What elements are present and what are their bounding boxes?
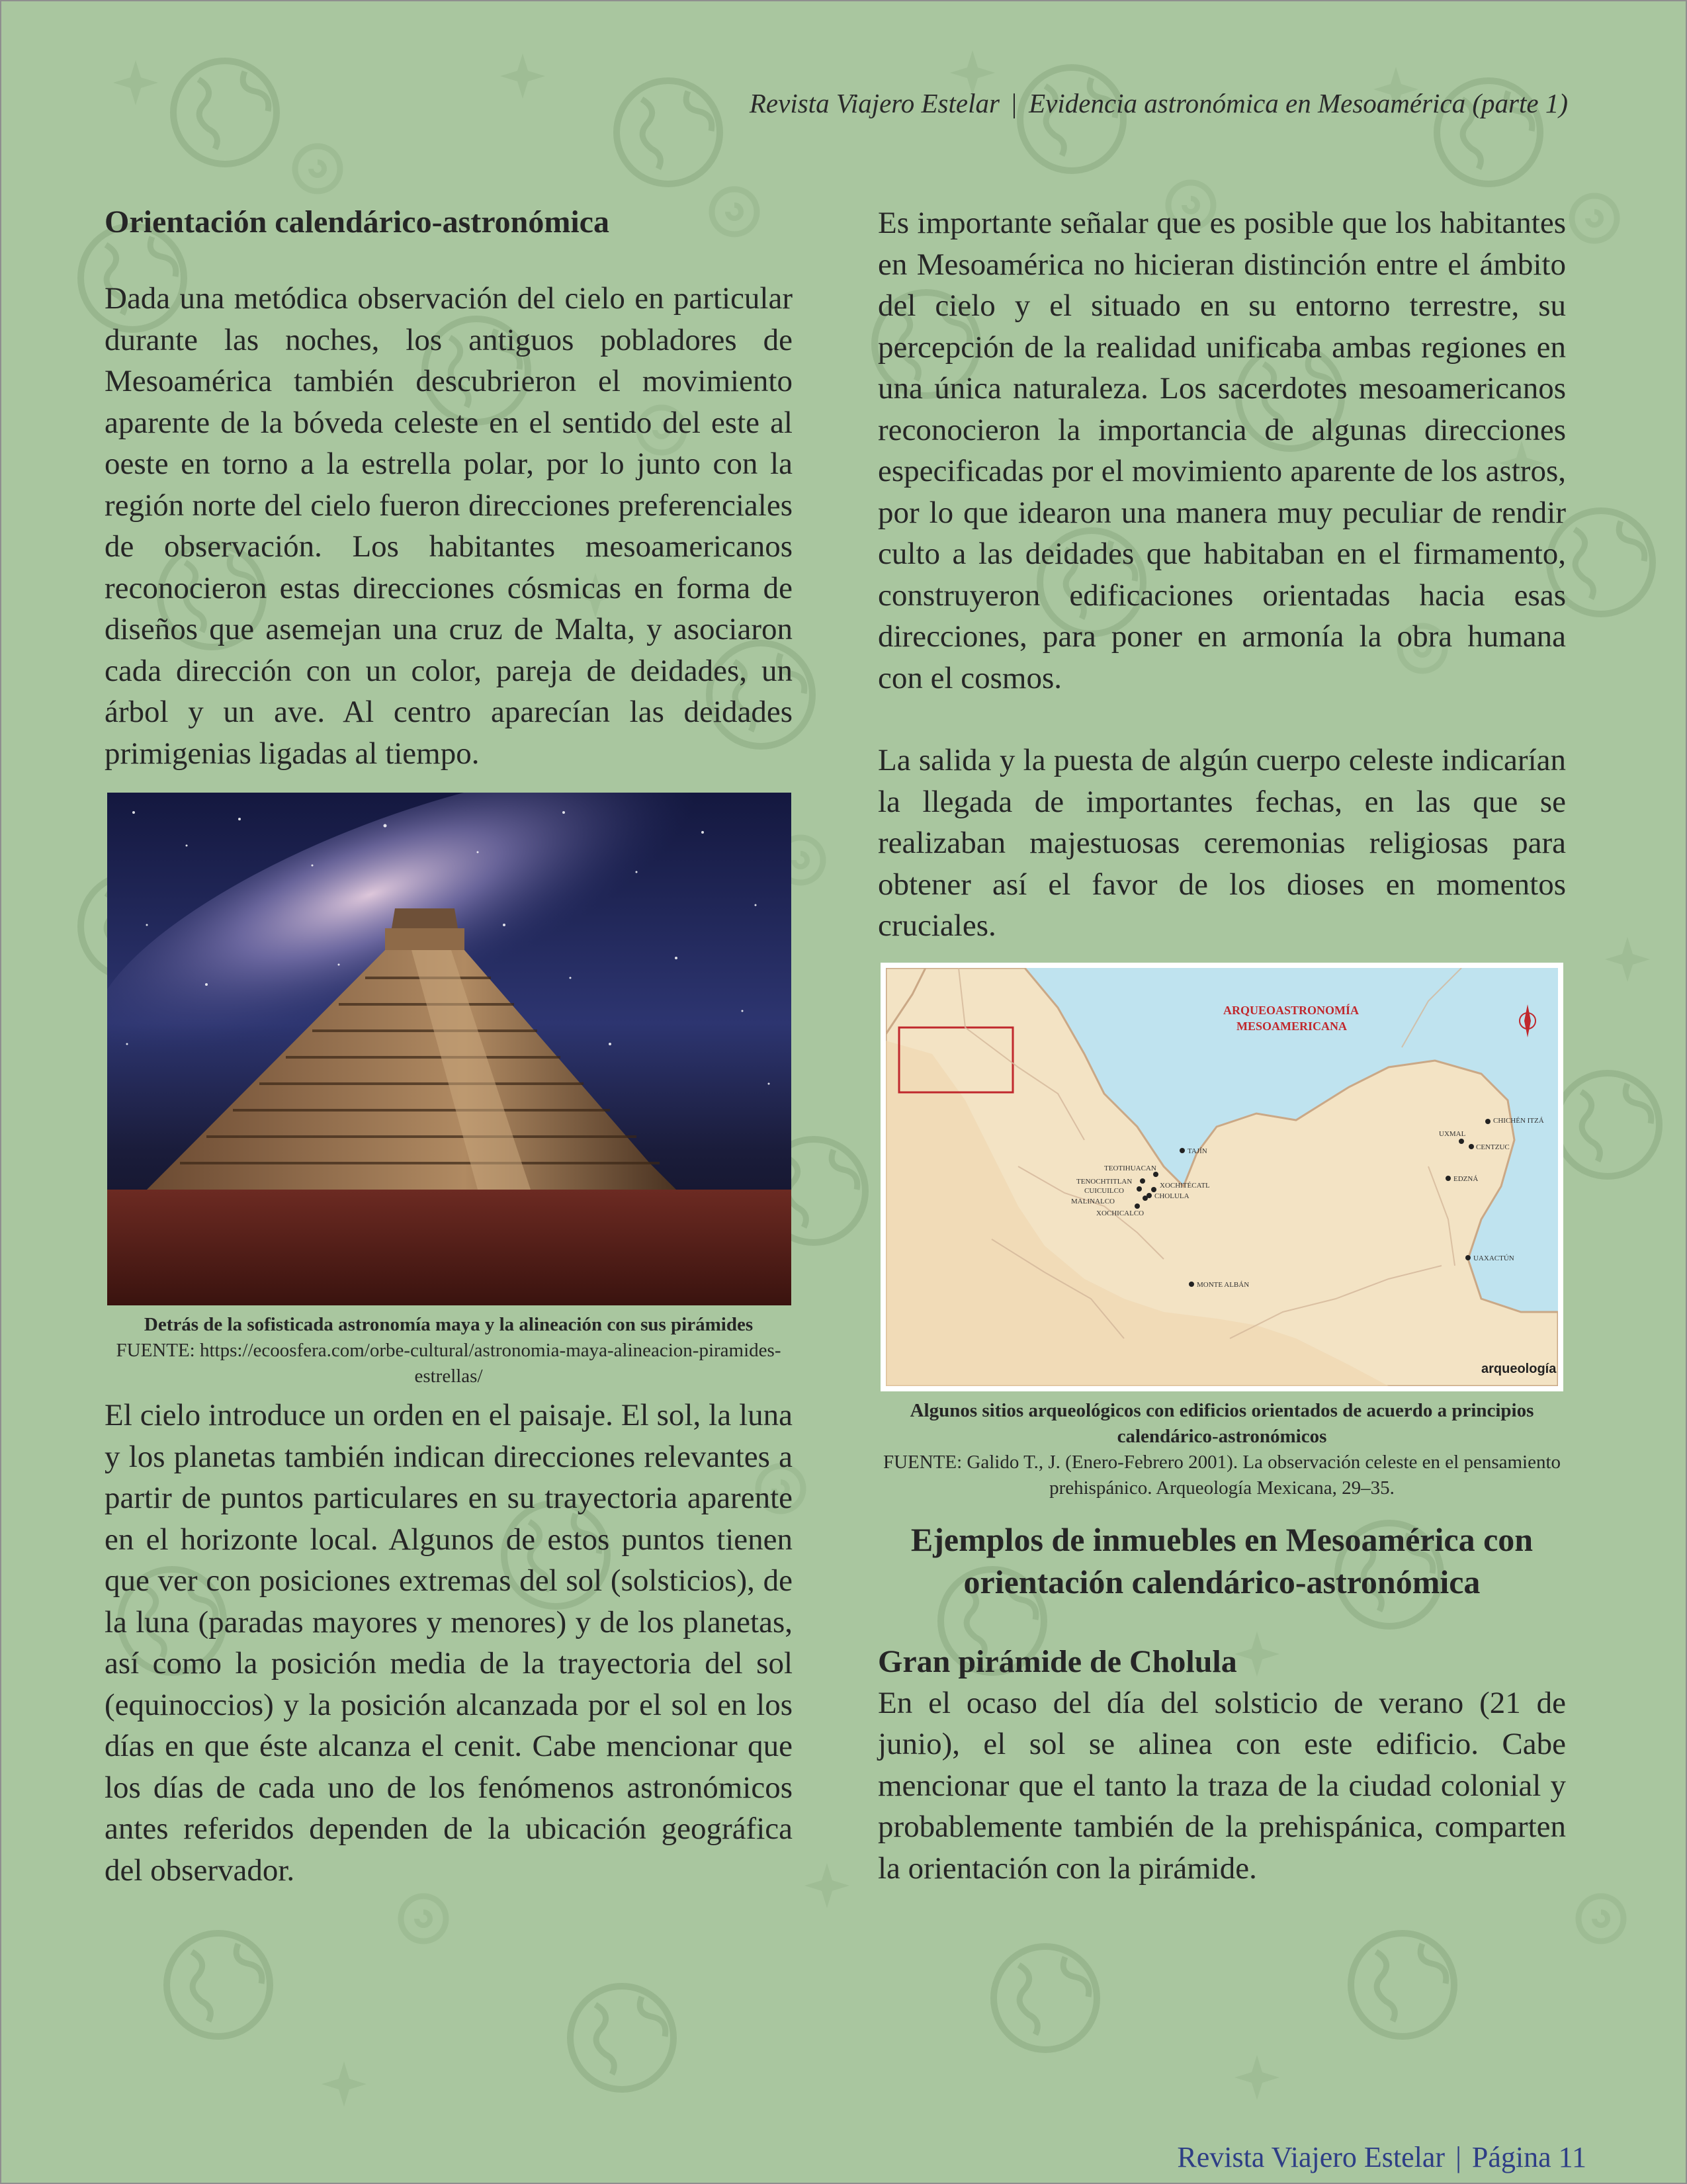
map-site-uxmal: UXMAL <box>1439 1129 1466 1138</box>
map-site-cuicuilco: CUICUILCO <box>1084 1186 1124 1195</box>
pyramid-night-photo <box>107 793 791 1305</box>
cholula-subheading: Gran pirámide de Cholula <box>878 1643 1237 1679</box>
pyramid-figure <box>105 793 793 1389</box>
pyramid-caption: Detrás de la sofisticada astronomía maya y la alineación con sus pirámides <box>144 1314 754 1335</box>
page-number: Página 11 <box>1471 2141 1586 2173</box>
paragraph-sky-order: El cielo introduce un orden en el paisaje. El sol, la luna y los planetas también indican direcciones relevantes a partir de puntos particulares en su trayectoria aparente en el horizonte local. Algunos de estos puntos tienen que ver con posiciones extremas del sol (solsticios), de la luna (paradas mayores y menores) y de los planetas, así como la posición media de la trayectoria del sol (equinoccios) y la posición alcanzada por el sol en los días en que éste alcanza el cenit. Cabe mencionar que los días de cada uno de los fenómenos astronómicos antes referidos dependen de la ubicación geográfica del observador. <box>105 1398 793 1888</box>
map-site-tajin: TAJÍN <box>1188 1147 1207 1155</box>
map-site-xochicalco: XOCHICALCO <box>1096 1209 1145 1217</box>
map-site-edzna: EDZNÁ <box>1453 1174 1479 1183</box>
paragraph-celestial-observation: Dada una metódica observación del cielo en particular durante las noches, los antiguos pobladores de Mesoamérica también descubrieron el movimiento aparente de la bóveda celeste en el sentido del este al oeste en torno a la estrella polar, por lo junto con la región norte del cielo fueron direcciones preferenciales de observación. Los habitantes mesoamericanos reconocieron estas direcciones cósmicas en forma de diseños que asemejan una cruz de Malta, y asociaron cada dirección con un color, pareja de deidades, un árbol y un ave. Al centro aparecían las deidades primigenias ligadas al tiempo. <box>105 281 793 771</box>
map-site-tenochtitlan: TENOCHTITLAN <box>1076 1177 1133 1186</box>
map-site-monte-alban: MONTE ALBÁN <box>1197 1280 1250 1289</box>
running-header <box>0 87 1568 119</box>
map-title-line1: ARQUEOASTRONOMÍA <box>1223 1003 1360 1017</box>
footer-magazine: Revista Viajero Estelar <box>1177 2141 1446 2173</box>
map-site-cholula: CHOLULA <box>1154 1192 1190 1200</box>
header-article-title: Evidencia astronómica en Mesoamérica (parte 1) <box>1029 88 1568 118</box>
map-site-xochitecatl: XOCHITÉCATL <box>1160 1181 1210 1190</box>
paragraph-sky-earth-unity: Es importante señalar que es posible que los habitantes en Mesoamérica no hicieran distinción entre el ámbito del cielo y el situado en su entorno terrestre, su percepción de la realidad unificaba ambas regiones en una única naturaleza. Los sacerdotes mesoamericanos reconocieron la importancia de algunas direcciones especificadas por el movimiento aparente de los astros, por lo que idearon una manera muy peculiar de rendir culto a las deidades que habitaban en el firmamento, construyeron edificaciones orientadas hacia esas direcciones, para poner en armonía la obra humana con el cosmos. <box>878 206 1566 695</box>
paragraph-celestial-dates: La salida y la puesta de algún cuerpo celeste indicarían la llegada de importantes fechas, en las que se realizaban majestuosas ceremonias religiosas para obtener así el favor de los dioses en momentos cruciales. <box>878 743 1566 943</box>
header-magazine: Revista Viajero Estelar <box>749 88 1000 118</box>
map-caption-source: FUENTE: Galido T., J. (Enero-Febrero 2001). La observación celeste en el pensamiento prehispánico. Arqueología Mexicana, 29–35. <box>883 1451 1561 1499</box>
footer-separator: | <box>1455 2141 1461 2173</box>
archaeoastronomy-map <box>881 963 1563 1391</box>
header-separator: | <box>1011 88 1017 118</box>
examples-section-title: Ejemplos de inmuebles en Mesoamérica con orientación calendárico-astronómica <box>910 1520 1534 1600</box>
map-title-line2: MESOAMERICANA <box>1236 1019 1348 1033</box>
right-column <box>878 198 1566 1889</box>
section-heading: Orientación calendárico-astronómica <box>105 204 609 240</box>
map-site-chichen-itza: CHICHÉN ITZÁ <box>1493 1116 1544 1125</box>
map-site-teotihuacan: TEOTIHUACAN <box>1104 1164 1156 1172</box>
map-publisher-logo: arqueología <box>1481 1361 1557 1376</box>
map-site-uaxactun: UAXACTÚN <box>1473 1254 1514 1262</box>
left-column <box>105 198 793 1891</box>
map-figure <box>878 963 1566 1501</box>
map-site-centzuc: CENTZUC <box>1476 1143 1510 1151</box>
page-footer <box>1177 2140 1586 2174</box>
paragraph-cholula: En el ocaso del día del solsticio de verano (21 de junio), el sol se alinea con este edificio. Cabe mencionar que el tanto la traza de la ciudad colonial y probablemente también de la prehispánica, comparten la orientación con la pirámide. <box>878 1685 1566 1886</box>
map-caption: Algunos sitios arqueológicos con edificios orientados de acuerdo a principios calendárico-astronómicos <box>910 1399 1534 1447</box>
pyramid-caption-source: FUENTE: https://ecoosfera.com/orbe-cultural/astronomia-maya-alineacion-piramides-estrellas/ <box>116 1340 781 1387</box>
map-site-malinalco: MALINALCO <box>1071 1197 1115 1205</box>
